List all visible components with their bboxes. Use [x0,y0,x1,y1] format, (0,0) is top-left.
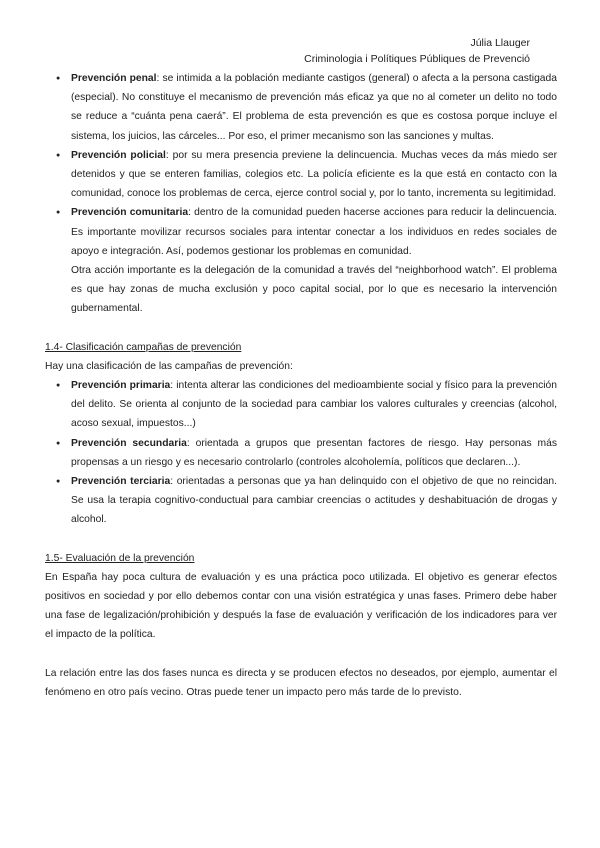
item-text: : se intimida a la población mediante castigos (general) o afecta a la persona castigada (especial). No constituye el mecanismo de prevención más eficaz ya que no al cometer un delito no todo se reduce a “cuánta pena caerá”. El problema de esta prevención es que es costosa porque incluye el sistema, los juicios, las cárceles... Por eso, el primer mecanismo son las sanciones y multas. [71,73,557,142]
item-term: Prevención penal [71,73,157,84]
prevention-types-list [45,69,557,261]
list-item [45,146,557,204]
item-term: Prevención comunitaria [71,207,189,219]
paragraph: Hay una clasificación de las campañas de prevención: [45,360,293,372]
section-heading: 1.5- Evaluación de la prevención [45,552,195,564]
list-item [45,376,557,434]
author-name: Júlia Llauger [470,37,530,49]
course-title: Criminologia i Polítiques Públiques de Prevenció [304,53,530,65]
item-term: Prevención primaria [71,380,171,392]
item-text: : por su mera presencia previene la delincuencia. Muchas veces da más miedo ser detenidos y que se enteren familias, colegios etc. La policía eficiente es la que está en contacto con la comunidad, conoce los problemas de cerca, ejerce control social y, por lo tanto, incrementa su legitimidad. [71,149,557,200]
paragraph: Otra acción importante es la delegación de la comunidad a través del “neighborhood watch”. El problema es que hay zonas de mucha exclusión y poco capital social, por lo que es necesario la intervención gubernamental. [71,265,557,315]
item-term: Prevención terciaria [71,476,171,488]
document-body [45,69,557,702]
item-text: : orientadas a personas que ya han delinquido con el objetivo de que no reincidan. Se usa la terapia cognitivo-conductual para cambiar creencias o actitudes y deshabituación de drogas y alcohol. [71,476,558,526]
campaign-types-list [45,376,557,530]
item-term: Prevención policial [71,149,166,161]
item-text: : intenta alterar las condiciones del medioambiente social y físico para la prevención del delito. Se orienta al conjunto de la sociedad para cambiar los valores culturales y creencias (alcohol, acoso sexual, impuestos...) [71,380,557,430]
list-item [45,203,557,261]
list-item [45,472,557,530]
paragraph: La relación entre las dos fases nunca es directa y se producen efectos no deseados, por ejemplo, aumentar el fenómeno en otro país vecino. Otras puede tener un impacto pero más tarde de lo previsto. [45,667,557,698]
page-header [304,35,530,67]
list-item [45,434,557,472]
section-heading: 1.4- Clasificación campañas de prevención [45,341,242,353]
item-text: : orientada a grupos que presentan factores de riesgo. Hay personas más propensas a un riesgo y es necesario controlarlo (controles alcoholemía, políticos que declaren...). [71,437,557,468]
paragraph: En España hay poca cultura de evaluación y es una práctica poco utilizada. El objetivo es generar efectos positivos en sociedad y por ello debemos contar con una visión estratégica y unas fases. Primero debe haber una fase de legalización/prohibición y después la fase de evaluación y verificación de los indicadores para ver el impacto de la política. [45,571,557,641]
item-term: Prevención secundaria [71,437,187,449]
list-item [45,69,557,146]
item-text: : dentro de la comunidad pueden hacerse acciones para reducir la delincuencia. Es importante movilizar recursos sociales para intentar conectar a los individuos en redes sociales de apoyo e integración. Así, podemos gestionar los problemas en comunidad. [71,207,557,257]
